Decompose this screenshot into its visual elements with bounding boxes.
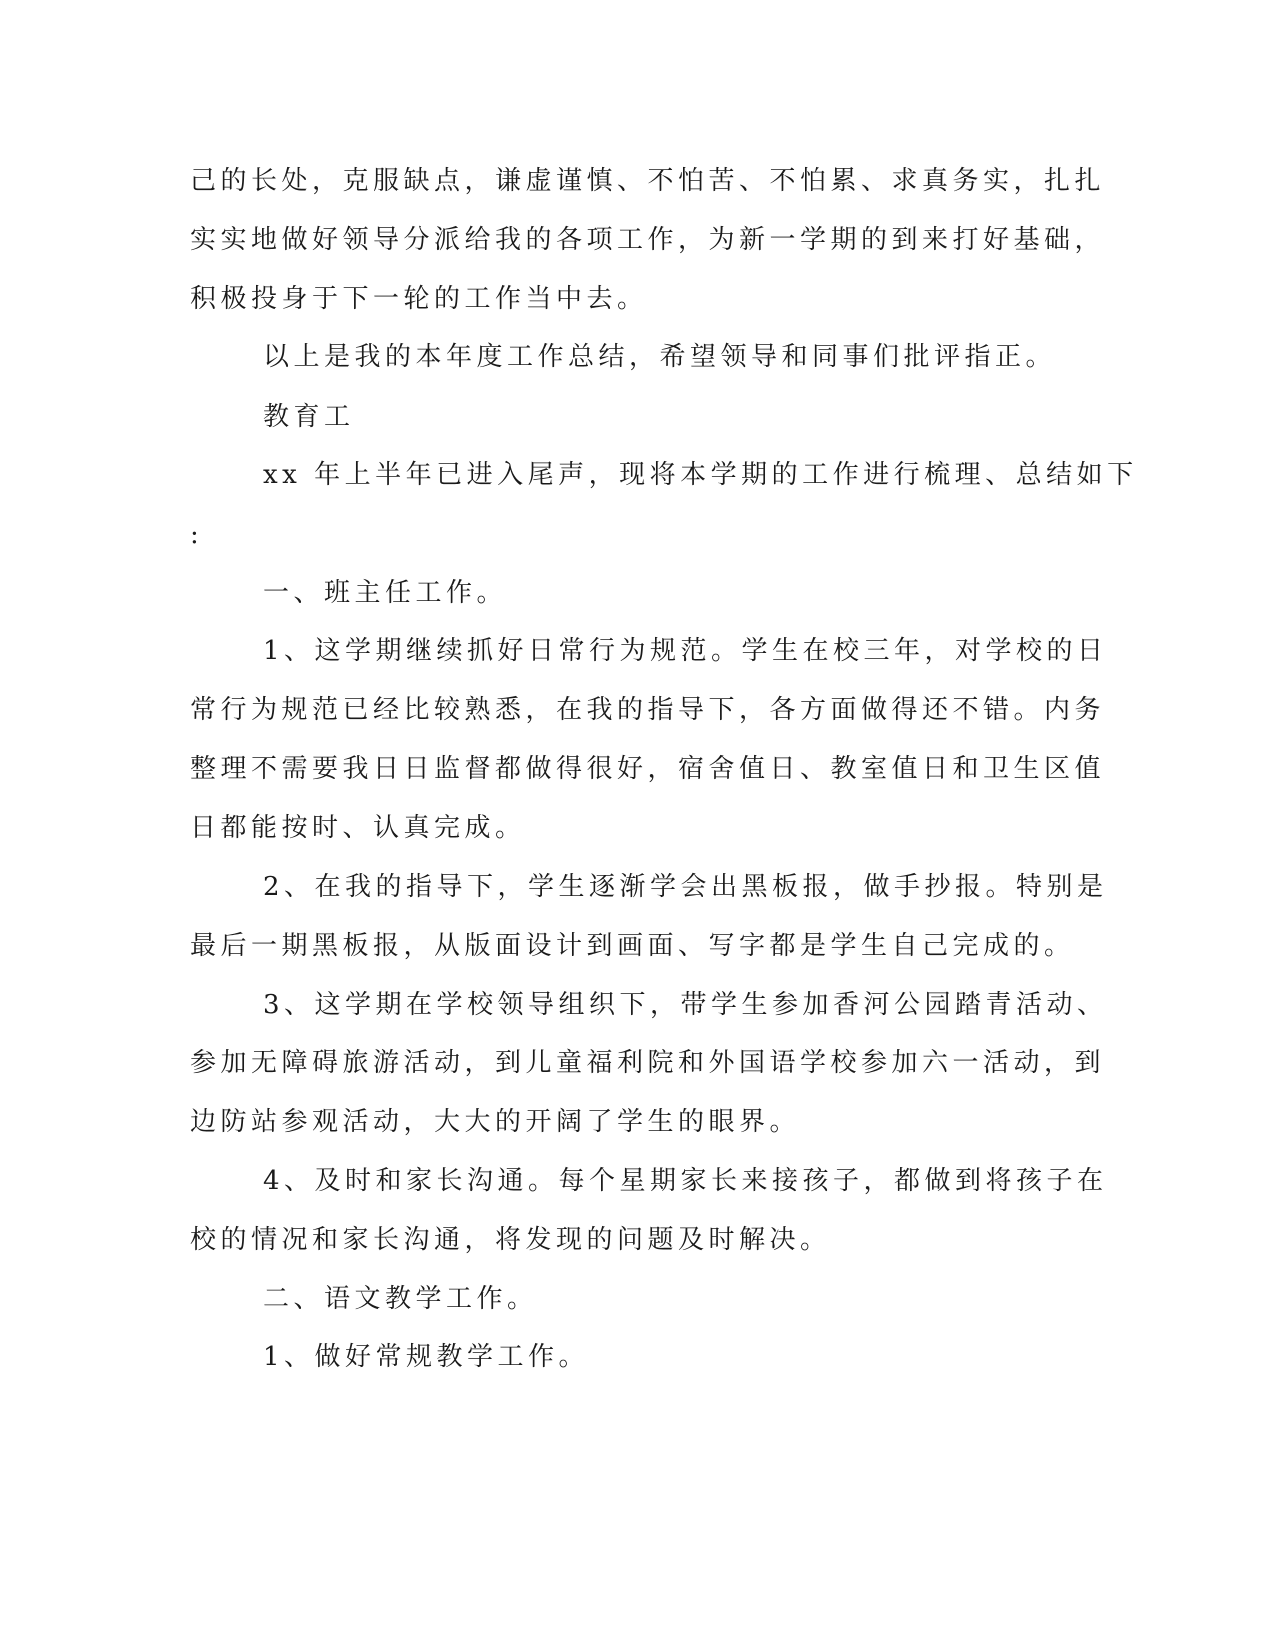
text-line: 常行为规范已经比较熟悉，在我的指导下，各方面做得还不错。内务	[190, 695, 1106, 725]
text-line: 最后一期黑板报，从版面设计到画面、写字都是学生自己完成的。	[190, 931, 1075, 961]
text-line: 日都能按时、认真完成。	[190, 813, 526, 843]
text-line: 校的情况和家长沟通，将发现的问题及时解决。	[190, 1225, 831, 1255]
section-heading: 二、语文教学工作。	[263, 1284, 538, 1314]
text-line: 实实地做好领导分派给我的各项工作，为新一学期的到来打好基础，	[190, 225, 1106, 255]
text-line: :	[190, 520, 204, 550]
text-line: 积极投身于下一轮的工作当中去。	[190, 284, 648, 314]
section-heading: 一、班主任工作。	[263, 578, 508, 608]
text-line: 1、这学期继续抓好日常行为规范。学生在校三年，对学校的日	[263, 636, 1108, 666]
text-line: 参加无障碍旅游活动，到儿童福利院和外国语学校参加六一活动，到	[190, 1048, 1106, 1078]
text-line: 3、这学期在学校领导组织下，带学生参加香河公园踏青活动、	[263, 990, 1108, 1020]
text-line: xx 年上半年已进入尾声，现将本学期的工作进行梳理、总结如下	[263, 460, 1138, 490]
text-line: 教育工	[263, 402, 355, 432]
text-line: 1、做好常规教学工作。	[263, 1342, 590, 1372]
text-line: 4、及时和家长沟通。每个星期家长来接孩子，都做到将孩子在	[263, 1166, 1108, 1196]
text-line: 整理不需要我日日监督都做得很好，宿舍值日、教室值日和卫生区值	[190, 754, 1106, 784]
text-line: 2、在我的指导下，学生逐渐学会出黑板报，做手抄报。特别是	[263, 872, 1108, 902]
text-line: 以上是我的本年度工作总结，希望领导和同事们批评指正。	[263, 342, 1057, 372]
text-line: 边防站参观活动，大大的开阔了学生的眼界。	[190, 1107, 801, 1137]
text-line: 己的长处，克服缺点，谦虚谨慎、不怕苦、不怕累、求真务实，扎扎	[190, 166, 1106, 196]
